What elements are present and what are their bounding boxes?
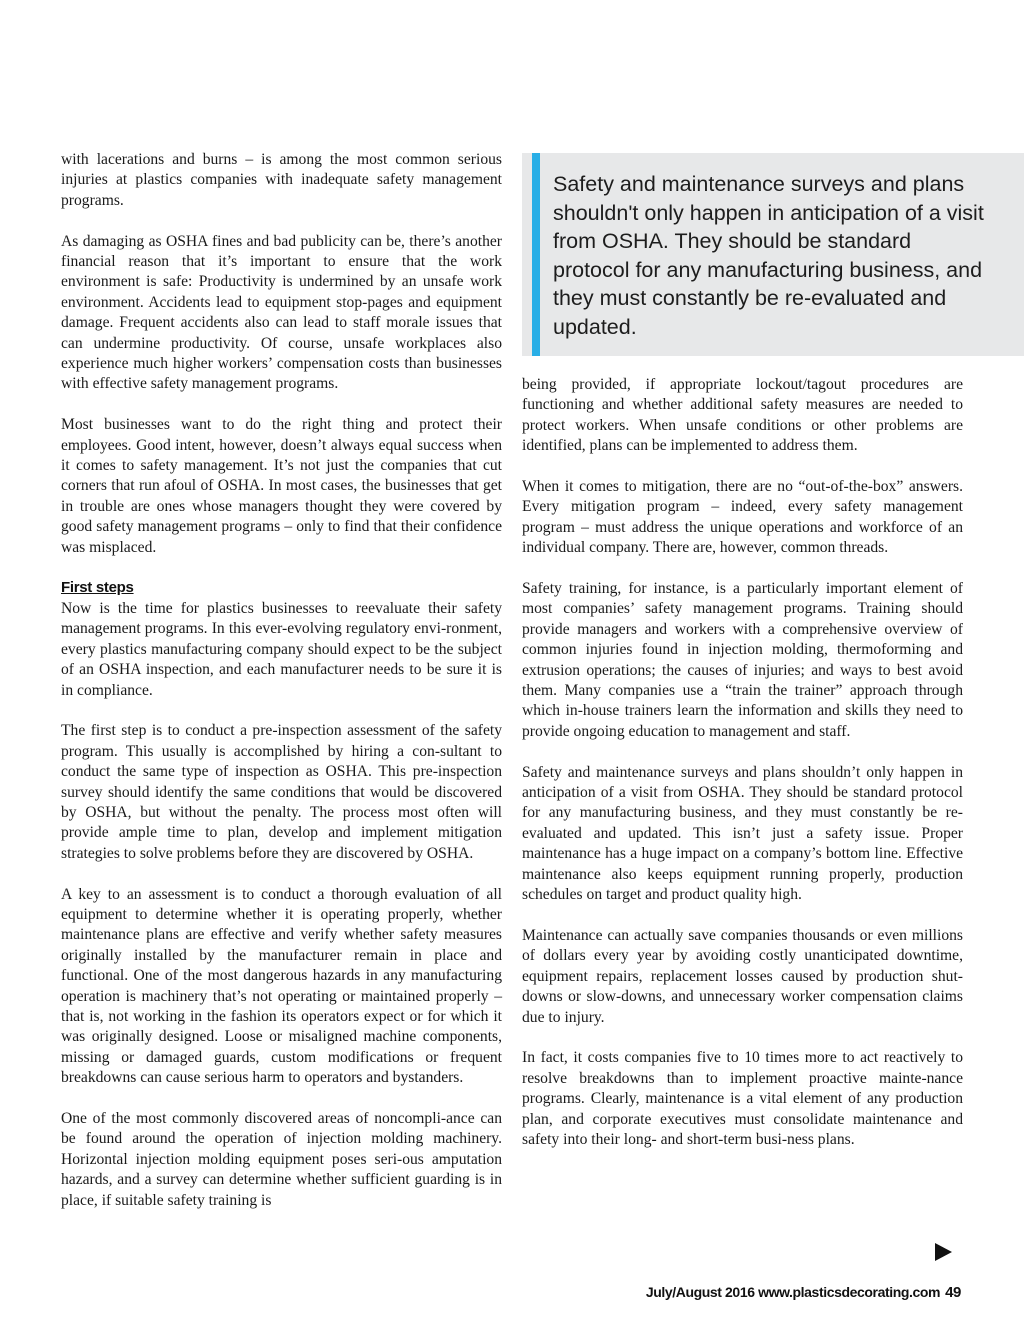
left-paragraph-2: As damaging as OSHA fines and bad publicity can be, there’s another financial reason that it’s important to ensure that the work environment is safe: Productivity is undermined by an unsafe work environment. Accidents lead to equipment stop-pages and equipment damage. Frequent accidents also can lead to staff morale issues that can undermine productivity. Of course, unsafe workplaces also experience much higher workers’ compensation costs than businesses with effective safety management programs. <box>61 232 502 393</box>
pull-quote-box <box>522 153 1024 356</box>
right-paragraph-4: Safety and maintenance surveys and plans shouldn’t only happen in anticipation of a visit from OSHA. They should be standard protocol for any manufacturing business, and they must constantly be re-evaluated and updated. This isn’t just a safety issue. Proper maintenance has a huge impact on a company’s bottom line. Effective maintenance also keeps equipment running properly, production schedules on target and product quality high. <box>522 763 963 904</box>
right-paragraph-5: Maintenance can actually save companies thousands or even millions of dollars every year by avoiding costly unanticipated downtime, equipment repairs, replacement losses caused by production shut-downs or slow-downs, and unnecessary worker compensation claims due to injury. <box>522 926 963 1026</box>
pull-quote-text: Safety and maintenance surveys and plans shouldn't only happen in anticipation of a visit from OSHA. They should be standard protocol for any manufacturing business, and they must constantly be re-evaluated and updated. <box>553 172 984 339</box>
right-paragraph-6: In fact, it costs companies five to 10 times more to act reactively to resolve breakdowns than to implement proactive mainte-nance programs. Clearly, maintenance is a vital element of any production plan, and corporate executives must consolidate maintenance and safety into their long- and short-term busi-ness plans. <box>522 1049 963 1148</box>
left-paragraph-6: A key to an assessment is to conduct a thorough evaluation of all equipment to determine whether it is operating properly, whether maintenance plans are effective and verify whether safety measures originally installed by the manufacturer remain in place and functional. One of the most dangerous hazards in any manufacturing operation is machinery that’s not operating or maintained properly – that is, not working in the fashion its operators expect or for which it was originally designed. Loose or misaligned machine components, missing or damaged guards, custom modifications or frequent breakdowns can cause serious harm to operators and bystanders. <box>61 885 502 1087</box>
left-column <box>61 150 502 1231</box>
page-number: 49 <box>945 1284 961 1301</box>
pull-quote-accent-bar <box>532 153 540 356</box>
right-column <box>522 375 963 1171</box>
left-paragraph-4: Now is the time for plastics businesses to reevaluate their safety management programs. In this ever-evolving regulatory envi-ronment, every plastics manufacturing company should expect to be the subject of an OSHA inspection, and each manufacturer needs to be sure it is in compliance. <box>61 599 502 699</box>
play-arrow-icon <box>935 1243 952 1261</box>
right-paragraph-2: When it comes to mitigation, there are no “out-of-the-box” answers. Every mitigation program – indeed, every safety management program – must address the unique operations and workforce of an individual company. There are, however, common threads. <box>522 478 963 557</box>
right-paragraph-1: being provided, if appropriate lockout/tagout procedures are functioning and whether additional safety measures are needed to protect workers. When unsafe conditions or other problems are identified, plans can be implemented to address them. <box>522 376 963 455</box>
left-paragraph-1: with lacerations and burns – is among the most common serious injuries at plastics companies with inadequate safety management programs. <box>61 151 502 209</box>
page-footer <box>646 1284 961 1301</box>
section-heading-first-steps: First steps <box>61 579 134 597</box>
left-paragraph-5: The first step is to conduct a pre-inspection assessment of the safety program. This usually is accomplished by hiring a con-sultant to conduct the same type of inspection as OSHA. This pre-inspection survey should identify the same conditions that would be discovered by OSHA, but without the penalty. The process most often will provide ample time to plan, develop and implement mitigation strategies to solve problems before they are discovered by OSHA. <box>61 722 502 862</box>
left-paragraph-7: One of the most commonly discovered areas of noncompli-ance can be found around the operation of injection molding machinery. Horizontal injection molding equipment poses seri-ous amputation hazards, and a survey can determine whether sufficient guarding is in place, if suitable safety training is <box>61 1110 502 1209</box>
left-paragraph-3: Most businesses want to do the right thing and protect their employees. Good intent, however, doesn’t always equal success when it comes to safety management. It’s not just the companies that cut corners that run afoul of OSHA. In most cases, the businesses that get in trouble are ones whose managers thought they were covered by good safety management programs – only to find that their confidence was misplaced. <box>61 416 502 556</box>
footer-issue-url: July/August 2016 www.plasticsdecorating.com <box>645 1284 941 1300</box>
right-paragraph-3: Safety training, for instance, is a particularly important element of most companies’ safety management programs. Training should provide managers and workers with a comprehensive overview of common injuries found in injection molding, thermoforming and extrusion operations; the causes of injuries; and ways to best avoid them. Many companies use a “train the trainer” approach through which in-house trainers learn the information and skills they need to provide ongoing education to management and staff. <box>522 580 963 740</box>
